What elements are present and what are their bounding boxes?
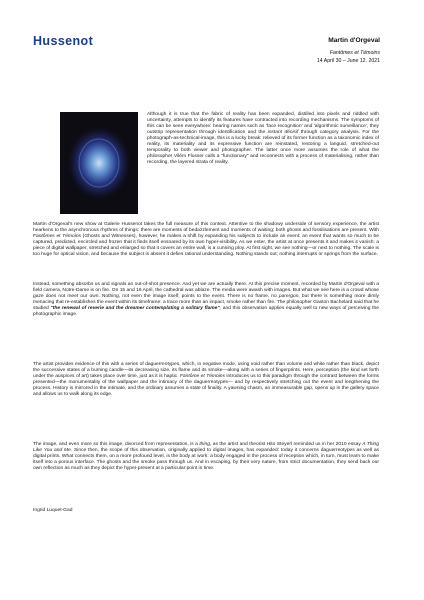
exhibition-dates: 14 April 30 – June 12. 2021 <box>316 57 380 64</box>
artist-name: Martin d'Orgeval <box>328 37 380 44</box>
author-signature: Ingrid Luquet-Gad <box>33 508 73 513</box>
artwork-image-graphic <box>60 112 138 214</box>
body-paragraph-3: The artist provides evidence of this with a series of daguerreotypes, which, in negative mode, using void rather than volume and white rather than black, depict the successive states of a burning candle—its decreasing size, its flame and its smoke—along with a series of fingerprints. Here, perception (the kind set forth under the auspices of art) takes place over time, just as it is haptic. Fantôme et Témoins introduces us to this paradigm through the contrast between the forms presented—the monumentality of the wallpaper and the intimacy of the daguerreotypes— and by respectively stretching out the event and lengthening the process. History is mirrored in the intimate, and the ordinary assumes a state of finality. A yawning chasm, an immeasurable gap, opens up in the gallery space and allows us to walk along its edge. <box>33 362 379 398</box>
artwork-image <box>60 112 138 214</box>
exhibition-title: Fantômes et Témoins <box>329 50 380 56</box>
intro-paragraph: Although it is true that the fabric of reality has been expanded, distilled into pixels and riddled with uncertainty, attempts to identify its features have contracted into recording mechanisms. The symptoms of this can be seen everywhere: bearing names such as 'face recognition' and 'algorithmic surveillance', they outstrip representation through identification and the instant décisif through category analysis. For the photograph-as-technical-image, this is a lucky break: relieved of its former function as a taxonomic index of reality, its materiality and its expressive function are reinstated, restoring a languid, stretched-out temporality to both viewer and photographer. The latter once more assumes the role of what the philosopher Vilém Flusser calls a "functionary" and reconnects with a process of materialising, rather than recording, the layered strata of reality. <box>147 112 379 166</box>
body-paragraph-2: Instead, something absorbs us and signals an out-of-shot presence. And yet we are actually there. At this precise moment, recorded by Martin d'Orgeval with a field camera, Notre-Dame is on fire. On 15 and 16 April, the cathedral was ablaze. The media were awash with images. But what we see here is a crowd whose gaze does not meet our own. Nothing, not even the image itself, points to the event. There is no frame, no parergon, but there is something more dimly menacing that re-establishes the event within its timeframe: a trace more than an impact, smoke rather than fire. The philosopher Gaston Bachelard said that he studied "the renewal of reverie and the dreamer contemplating a solitary flame", and this observation applies equally well to new ways of perceiving the photographic image. <box>33 282 380 318</box>
gallery-logo: Hussenot <box>33 34 94 48</box>
body-paragraph-4: The image, and even more so this image, divorced from representation, is a thing, as the artist and theorist Hito Steyerl reminded us in her 2010 essay A Thing Like You and Me. Since then, the scope of this observation, originally applied to digital images, has expanded: today it concerns daguerreotypes as well as digital prints. What connects them, on a more profound level, is the body at work: a body engaged in the process of reception which, in turn, must learn to make itself into a porous interface. The ghosts and the smoke pass through us. And in escaping, by their very nature, from strict documentation, they send back our own reflection as much as they depict the hyper-present at a particular point in time. <box>33 442 379 472</box>
body-paragraph-1: Martin d'Orgeval's new show at Galerie Hussenot takes the full measure of this context. Attentive to the shadowy underside of sensory experience, the artist hearkens to the asynchronous rhythms of things: there are moments of bedazzlement and moments of waiting; both ghosts and fossilisations are present. With Fantômes et Témoins (Ghosts and Witnesses), however, he makes a shift by expanding his subjects to include an event: an event that wants so much to be captured, predicted, encircled and frozen that it finds itself ensnared by its own hyper-visibility. As we enter, the artist at once presents it and makes it vanish: a piece of digital wallpaper, stretched and enlarged so that it covers an entire wall, is a cunning ploy. At first sight, we see nothing—or next to nothing. The scale is too huge for optical vision, and because the subject is absent it defies rational understanding. Nothing stands out; nothing interrupts or springs from the surface. <box>33 222 379 258</box>
